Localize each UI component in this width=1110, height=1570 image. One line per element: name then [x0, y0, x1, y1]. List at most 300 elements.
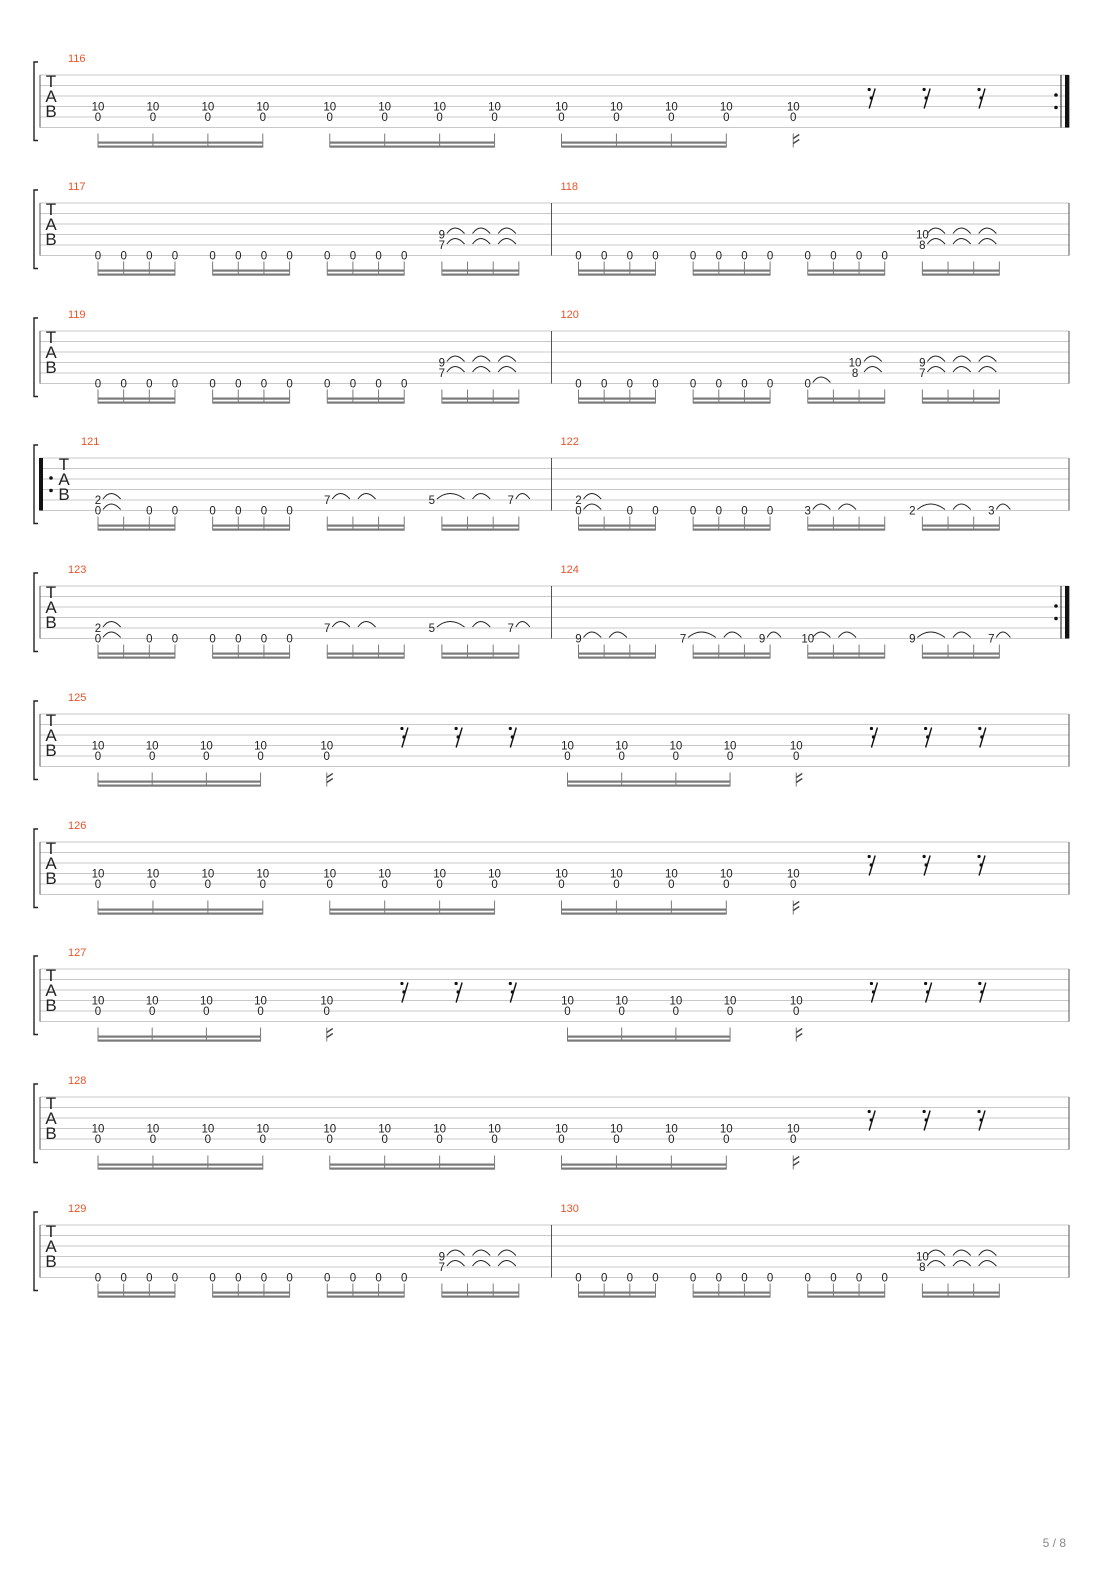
tab-clef-letter: T	[45, 711, 57, 730]
fret-number: 3	[988, 505, 995, 518]
note-beam	[442, 402, 519, 404]
fret-number: 7	[438, 368, 446, 380]
fret-number: 0	[881, 1272, 888, 1285]
note-beam	[327, 529, 404, 531]
rest-dot-head	[868, 88, 871, 91]
fret-number: 0	[600, 250, 608, 263]
system-bracket	[34, 1084, 38, 1163]
note-beam	[213, 1296, 290, 1298]
note-beam	[922, 653, 999, 655]
note-beam	[442, 1292, 519, 1294]
tie-arc	[584, 494, 602, 500]
tab-clef-letter: T	[45, 1222, 57, 1241]
fret-number: 0	[171, 1272, 179, 1285]
tie-arc	[498, 239, 516, 245]
tie-arc	[498, 1250, 516, 1256]
system-bracket	[34, 956, 38, 1035]
rest-dot-head	[923, 855, 926, 858]
tie-arc	[516, 622, 530, 628]
fret-number: 0	[723, 879, 730, 891]
fret-number: 7	[438, 1262, 446, 1274]
note-beam	[327, 402, 404, 404]
tie-arc	[498, 367, 516, 373]
note-beam	[98, 657, 175, 659]
note-beam	[442, 529, 519, 531]
tie-arc	[498, 1261, 516, 1267]
tie-arc	[953, 356, 971, 362]
tie-arc	[473, 228, 491, 234]
note-beam	[327, 1296, 404, 1298]
note-beam	[330, 913, 495, 915]
rest-dot-head	[870, 982, 873, 985]
tab-clef-letter: B	[45, 613, 57, 632]
note-beam	[98, 1168, 263, 1170]
system-bracket	[34, 445, 38, 524]
fret-number: 0	[260, 633, 268, 646]
note-beam	[213, 274, 290, 276]
note-beam	[98, 274, 175, 276]
note-beam	[693, 1292, 770, 1294]
fret-number: 0	[715, 378, 722, 391]
tie-arc	[473, 239, 491, 245]
note-beam	[922, 1292, 999, 1294]
repeat-dot	[1054, 106, 1058, 110]
fret-number: 7	[507, 495, 515, 507]
fret-number: 0	[558, 112, 565, 124]
fret-number: 10	[256, 868, 270, 881]
fret-number: 0	[286, 633, 293, 646]
note-beam	[442, 657, 519, 659]
fret-number: 9	[438, 229, 446, 242]
system-bracket	[34, 190, 38, 269]
fret-number: 0	[94, 1006, 102, 1018]
fret-number: 0	[209, 1272, 216, 1285]
fret-number: 0	[689, 1272, 697, 1285]
fret-number: 0	[204, 879, 212, 891]
measure-number: 124	[560, 564, 579, 576]
fret-number: 10	[145, 995, 159, 1008]
tie-arc	[917, 504, 945, 510]
fret-number: 0	[171, 633, 179, 646]
fret-number: 10	[145, 740, 159, 753]
fret-number: 10	[433, 868, 447, 881]
tie-arc	[358, 622, 376, 628]
note-beam	[213, 398, 290, 400]
fret-number: 0	[146, 250, 153, 263]
fret-number: 10	[669, 740, 683, 753]
fret-number: 0	[741, 378, 748, 391]
note-beam	[808, 653, 885, 655]
tie-arc	[996, 632, 1010, 638]
fret-number: 0	[491, 1134, 498, 1146]
note-beam	[808, 1296, 885, 1298]
note-beam	[808, 270, 885, 272]
tab-clef-letter: B	[58, 485, 70, 504]
rest-dot-head	[509, 982, 512, 985]
measure-number: 127	[68, 947, 87, 959]
note-beam	[213, 529, 290, 531]
fret-number: 7	[324, 623, 331, 635]
note-beam	[579, 270, 656, 272]
tab-clef-letter: B	[45, 230, 57, 249]
fret-number: 10	[146, 1123, 160, 1136]
fret-number: 0	[171, 378, 179, 391]
rest-dot-head	[455, 727, 458, 730]
fret-number: 0	[689, 250, 697, 263]
fret-number: 10	[91, 995, 105, 1008]
fret-number: 0	[209, 505, 216, 518]
note-beam	[98, 1164, 263, 1166]
fret-number: 10	[254, 740, 267, 753]
fret-number: 0	[94, 879, 102, 891]
fret-number: 2	[575, 495, 582, 507]
fret-number: 0	[652, 250, 659, 263]
fret-number: 0	[715, 505, 722, 518]
tie-arc	[813, 632, 831, 638]
note-beam	[922, 1296, 999, 1298]
fret-number: 0	[830, 250, 837, 263]
fret-number: 0	[626, 505, 634, 518]
note-beam	[693, 529, 770, 531]
fret-number: 10	[323, 101, 337, 114]
measure-number: 119	[68, 309, 86, 321]
tie-arc	[979, 1250, 997, 1256]
fret-number: 2	[94, 623, 102, 635]
fret-number: 0	[381, 1134, 388, 1146]
fret-number: 10	[433, 1123, 447, 1136]
fret-number: 0	[804, 1272, 811, 1285]
fret-number: 0	[401, 250, 408, 263]
tab-system	[34, 564, 1069, 659]
fret-number: 0	[203, 751, 210, 763]
rest-dot-head	[978, 727, 981, 730]
fret-number: 0	[94, 1134, 102, 1146]
tie-arc	[953, 239, 971, 245]
fret-number: 10	[669, 995, 683, 1008]
note-beam	[330, 1168, 495, 1170]
fret-number: 2	[909, 505, 916, 518]
fret-number: 0	[260, 378, 268, 391]
fret-number: 10	[256, 1123, 270, 1136]
fret-number: 0	[491, 112, 498, 124]
note-beam	[922, 270, 999, 272]
note-flag	[796, 774, 802, 783]
note-beam	[579, 398, 656, 400]
rest-dot-head	[977, 88, 980, 91]
fret-number: 0	[723, 1134, 730, 1146]
rest-dot-head	[977, 855, 980, 858]
note-beam	[922, 525, 999, 527]
measure-number: 120	[560, 309, 579, 321]
fret-number: 0	[204, 112, 212, 124]
fret-number: 10	[664, 101, 678, 114]
fret-number: 0	[120, 378, 127, 391]
fret-number: 10	[91, 868, 105, 881]
fret-number: 0	[575, 378, 582, 391]
fret-number: 10	[789, 740, 803, 753]
fret-number: 10	[433, 101, 447, 114]
fret-number: 0	[401, 1272, 408, 1285]
note-flag	[327, 774, 333, 783]
fret-number: 10	[91, 1123, 105, 1136]
fret-number: 10	[555, 868, 568, 881]
fret-number: 0	[626, 1272, 634, 1285]
fret-number: 9	[919, 357, 926, 370]
note-beam	[327, 653, 404, 655]
rest-dot-head	[923, 1110, 926, 1113]
note-beam	[568, 1036, 731, 1038]
note-beam	[808, 525, 885, 527]
tie-arc	[609, 632, 627, 638]
fret-number: 0	[257, 751, 264, 763]
fret-number: 0	[672, 751, 680, 763]
fret-number: 9	[758, 633, 766, 646]
fret-number: 0	[723, 112, 730, 124]
fret-number: 0	[257, 1006, 264, 1018]
fret-number: 0	[260, 250, 268, 263]
note-beam	[442, 398, 519, 400]
tab-clef-letter: T	[45, 328, 57, 347]
fret-number: 10	[786, 101, 800, 114]
fret-number: 10	[146, 868, 160, 881]
fret-number: 10	[664, 1123, 678, 1136]
tie-arc	[584, 632, 602, 638]
note-beam	[330, 1164, 495, 1166]
measure-number: 125	[68, 692, 87, 704]
tab-clef-letter: B	[45, 869, 57, 888]
note-beam	[562, 1168, 727, 1170]
tab-system	[34, 820, 1069, 915]
fret-number: 10	[789, 995, 803, 1008]
fret-number: 0	[260, 1272, 268, 1285]
note-beam	[562, 909, 727, 911]
fret-number: 10	[91, 101, 105, 114]
note-beam	[693, 274, 770, 276]
tie-arc	[447, 239, 465, 245]
fret-number: 8	[919, 240, 926, 252]
fret-number: 0	[790, 1134, 797, 1146]
note-beam	[442, 274, 519, 276]
fret-number: 0	[626, 250, 634, 263]
fret-number: 10	[378, 1123, 392, 1136]
tie-arc	[917, 632, 945, 638]
fret-number: 0	[804, 250, 811, 263]
note-beam	[98, 398, 175, 400]
tie-arc	[927, 367, 945, 373]
tie-arc	[927, 1250, 945, 1256]
fret-number: 0	[741, 505, 748, 518]
tie-arc	[724, 632, 742, 638]
tie-arc	[864, 356, 882, 362]
note-beam	[562, 142, 727, 144]
note-beam	[327, 1292, 404, 1294]
fret-number: 10	[323, 868, 337, 881]
fret-number: 0	[600, 1272, 608, 1285]
fret-number: 7	[988, 633, 995, 646]
note-beam	[98, 785, 261, 787]
tie-arc	[437, 622, 465, 628]
fret-number: 0	[575, 505, 582, 518]
fret-number: 0	[94, 378, 102, 391]
fret-number: 10	[664, 868, 678, 881]
fret-number: 0	[375, 378, 382, 391]
fret-number: 10	[323, 1123, 337, 1136]
measure-number: 130	[560, 1203, 579, 1215]
fret-number: 10	[723, 995, 737, 1008]
fret-number: 7	[679, 633, 687, 646]
fret-number: 8	[919, 1262, 926, 1274]
tie-arc	[813, 377, 831, 383]
fret-number: 0	[149, 879, 157, 891]
note-beam	[442, 525, 519, 527]
rest-dot-head	[924, 982, 927, 985]
fret-number: 0	[120, 250, 127, 263]
note-beam	[213, 1292, 290, 1294]
tab-system	[34, 309, 1069, 404]
tab-system	[34, 53, 1069, 148]
fret-number: 10	[201, 1123, 215, 1136]
note-beam	[330, 909, 495, 911]
tie-arc	[767, 632, 781, 638]
tab-clef-letter: B	[45, 741, 57, 760]
fret-number: 0	[564, 1006, 571, 1018]
fret-number: 0	[146, 505, 153, 518]
note-beam	[579, 653, 656, 655]
note-flag	[793, 135, 799, 144]
fret-number: 0	[626, 378, 634, 391]
fret-number: 0	[600, 378, 608, 391]
note-beam	[579, 274, 656, 276]
tie-arc	[473, 356, 491, 362]
fret-number: 0	[171, 505, 179, 518]
fret-number: 10	[201, 868, 215, 881]
repeat-dot	[1054, 93, 1058, 97]
tab-clef-letter: A	[45, 981, 57, 1000]
fret-number: 0	[766, 505, 774, 518]
tab-clef-letter: A	[45, 854, 57, 873]
fret-number: 10	[561, 995, 574, 1008]
note-beam	[579, 1296, 656, 1298]
fret-number: 0	[766, 250, 774, 263]
fret-number: 0	[349, 378, 357, 391]
page-number: 5 / 8	[1042, 1536, 1066, 1550]
tie-arc	[473, 1250, 491, 1256]
rest-dot-head	[455, 982, 458, 985]
repeat-dot	[49, 489, 53, 493]
fret-number: 0	[260, 505, 268, 518]
fret-number: 0	[804, 378, 811, 391]
note-beam	[442, 270, 519, 272]
note-beam	[98, 525, 175, 527]
note-beam	[98, 909, 263, 911]
tab-clef-letter: T	[45, 1094, 57, 1113]
fret-number: 0	[259, 1134, 267, 1146]
tie-arc	[979, 356, 997, 362]
note-beam	[327, 398, 404, 400]
tab-clef-letter: B	[45, 996, 57, 1015]
note-beam	[98, 913, 263, 915]
note-beam	[562, 146, 727, 148]
tie-arc	[447, 356, 465, 362]
fret-number: 10	[91, 740, 105, 753]
tie-arc	[103, 622, 121, 628]
note-beam	[330, 142, 495, 144]
fret-number: 0	[436, 879, 443, 891]
system-bracket	[34, 701, 38, 780]
fret-number: 10	[615, 995, 629, 1008]
tie-arc	[688, 632, 716, 638]
tie-arc	[953, 367, 971, 373]
fret-number: 10	[488, 101, 501, 114]
fret-number: 0	[259, 112, 267, 124]
fret-number: 0	[149, 112, 157, 124]
fret-number: 0	[148, 1006, 156, 1018]
fret-number: 5	[428, 495, 436, 507]
tie-arc	[332, 494, 350, 500]
fret-number: 0	[436, 112, 443, 124]
end-repeat-thick-bar	[1065, 586, 1069, 639]
note-beam	[579, 402, 656, 404]
tab-clef-letter: T	[45, 72, 57, 91]
fret-number: 10	[488, 868, 501, 881]
fret-number: 0	[286, 250, 293, 263]
fret-number: 7	[438, 240, 446, 252]
fret-number: 10	[488, 1123, 501, 1136]
fret-number: 0	[652, 1272, 659, 1285]
tie-arc	[447, 1250, 465, 1256]
fret-number: 2	[94, 495, 102, 507]
fret-number: 10	[786, 1123, 800, 1136]
tab-system	[34, 1075, 1069, 1170]
fret-number: 10	[146, 101, 160, 114]
fret-number: 0	[94, 751, 102, 763]
fret-number: 0	[323, 751, 330, 763]
note-beam	[568, 781, 731, 783]
rest-dot-head	[400, 727, 403, 730]
fret-number: 10	[915, 229, 929, 242]
note-flag	[793, 1157, 799, 1166]
tie-arc	[927, 228, 945, 234]
tie-arc	[979, 367, 997, 373]
rest-dot-head	[400, 982, 403, 985]
fret-number: 0	[94, 505, 102, 518]
note-beam	[213, 657, 290, 659]
fret-number: 0	[146, 378, 153, 391]
fret-number: 0	[830, 1272, 837, 1285]
fret-number: 0	[613, 879, 620, 891]
tab-clef-letter: A	[45, 726, 57, 745]
tab-clef-letter: A	[45, 215, 57, 234]
tab-clef-letter: T	[45, 200, 57, 219]
fret-number: 0	[790, 112, 797, 124]
fret-number: 0	[209, 250, 216, 263]
tie-arc	[927, 239, 945, 245]
fret-number: 9	[575, 633, 582, 646]
tie-arc	[358, 494, 376, 500]
fret-number: 0	[94, 250, 102, 263]
note-beam	[568, 1040, 731, 1042]
fret-number: 7	[919, 368, 926, 380]
tie-arc	[447, 228, 465, 234]
fret-number: 0	[146, 1272, 153, 1285]
note-beam	[579, 529, 656, 531]
fret-number: 10	[561, 740, 574, 753]
fret-number: 0	[652, 378, 659, 391]
measure-number: 128	[68, 1075, 87, 1087]
tie-arc	[838, 504, 856, 510]
tie-arc	[498, 356, 516, 362]
fret-number: 10	[915, 1251, 929, 1264]
